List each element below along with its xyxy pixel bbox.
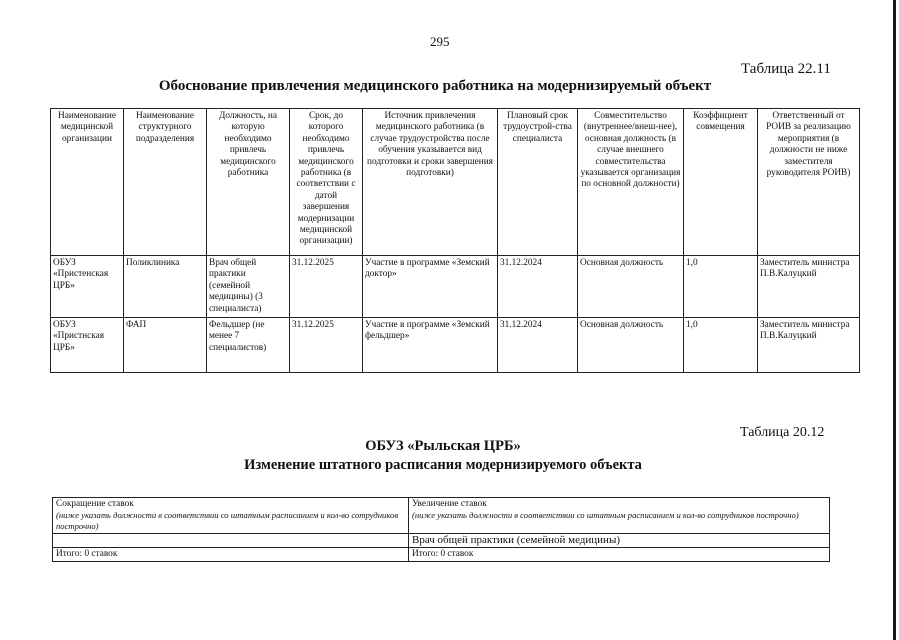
- cell-planned-date: 31.12.2024: [498, 318, 578, 373]
- table-row: [51, 318, 860, 373]
- scan-edge: [893, 0, 896, 640]
- cell-organization: ОБУЗ «Пристнская ЦРБ»: [51, 318, 124, 373]
- cell-responsible: Заместитель министра П.В.Калуцкий: [758, 256, 860, 318]
- reduction-item: [53, 534, 409, 548]
- col-header-responsible: Ответственный от РОИВ за реализацию мероприятия (в должности не ниже заместителя руководителя РОИВ): [758, 109, 860, 256]
- table2-title: Изменение штатного расписания модернизируемого объекта: [244, 457, 642, 473]
- table-header-row: [51, 109, 860, 256]
- increase-header-cell: [409, 498, 830, 534]
- increase-total: Итого: 0 ставок: [409, 548, 830, 562]
- cell-unit: ФАП: [124, 318, 207, 373]
- table2-organization: ОБУЗ «Рыльская ЦРБ»: [365, 438, 521, 454]
- table-row: [53, 548, 830, 562]
- cell-deadline: 31.12.2025: [290, 318, 363, 373]
- cell-combination: Основная должность: [578, 256, 684, 318]
- staffing-change-table: [52, 497, 830, 562]
- reduction-header: Сокращение ставок: [56, 499, 134, 509]
- col-header-unit: Наименование структурного подразделения: [124, 109, 207, 256]
- cell-unit: Поликлиника: [124, 256, 207, 318]
- increase-note: (ниже указать должности в соответствии со штатным расписанием и кол-во сотрудников построчно): [412, 510, 799, 520]
- increase-header: Увеличение ставок: [412, 499, 487, 509]
- col-header-deadline: Срок, до которого необходимо привлечь медицинского работника (в соответствии с датой завершения модернизации медицинской организации): [290, 109, 363, 256]
- staff-justification-table: [50, 108, 860, 373]
- cell-source: Участие в программе «Земский фельдшер»: [363, 318, 498, 373]
- cell-position: Врач общей практики (семейной медицины) (3 специалиста): [207, 256, 290, 318]
- cell-responsible: Заместитель министра П.В.Калуцкий: [758, 318, 860, 373]
- reduction-header-cell: [53, 498, 409, 534]
- col-header-organization: Наименование медицинской организации: [51, 109, 124, 256]
- reduction-total: Итого: 0 ставок: [53, 548, 409, 562]
- table1-title: Обоснование привлечения медицинского работника на модернизируемый объект: [158, 78, 712, 94]
- table2-label: Таблица 20.12: [740, 425, 825, 440]
- cell-coefficient: 1,0: [684, 256, 758, 318]
- col-header-coefficient: Коэффициент совмещения: [684, 109, 758, 256]
- cell-position: Фельдшер (не менее 7 специалистов): [207, 318, 290, 373]
- table-row: [53, 498, 830, 534]
- col-header-planned-date: Плановый срок трудоустрой-ства специалиста: [498, 109, 578, 256]
- cell-planned-date: 31.12.2024: [498, 256, 578, 318]
- cell-source: Участие в программе «Земский доктор»: [363, 256, 498, 318]
- cell-deadline: 31.12.2025: [290, 256, 363, 318]
- cell-combination: Основная должность: [578, 318, 684, 373]
- cell-coefficient: 1,0: [684, 318, 758, 373]
- table-row: [51, 256, 860, 318]
- cell-organization: ОБУЗ «Пристенская ЦРБ»: [51, 256, 124, 318]
- page-number: 295: [430, 34, 450, 49]
- reduction-note: (ниже указать должности в соответствии со штатным расписанием и кол-во сотрудников построчно): [56, 510, 399, 531]
- table1-label: Таблица 22.11: [741, 61, 831, 77]
- col-header-combination: Совместительство (внутреннее/внеш-нее), основная должность (в случае внешнего совместительства указывается организация по основной должности): [578, 109, 684, 256]
- col-header-source: Источник привлечения медицинского работника (в случае трудоустройства после обучения указывается вид подготовки и сроки завершения подготовки): [363, 109, 498, 256]
- increase-item: Врач общей практики (семейной медицины): [409, 534, 830, 548]
- col-header-position: Должность, на которую необходимо привлечь медицинского работника: [207, 109, 290, 256]
- table-row: [53, 534, 830, 548]
